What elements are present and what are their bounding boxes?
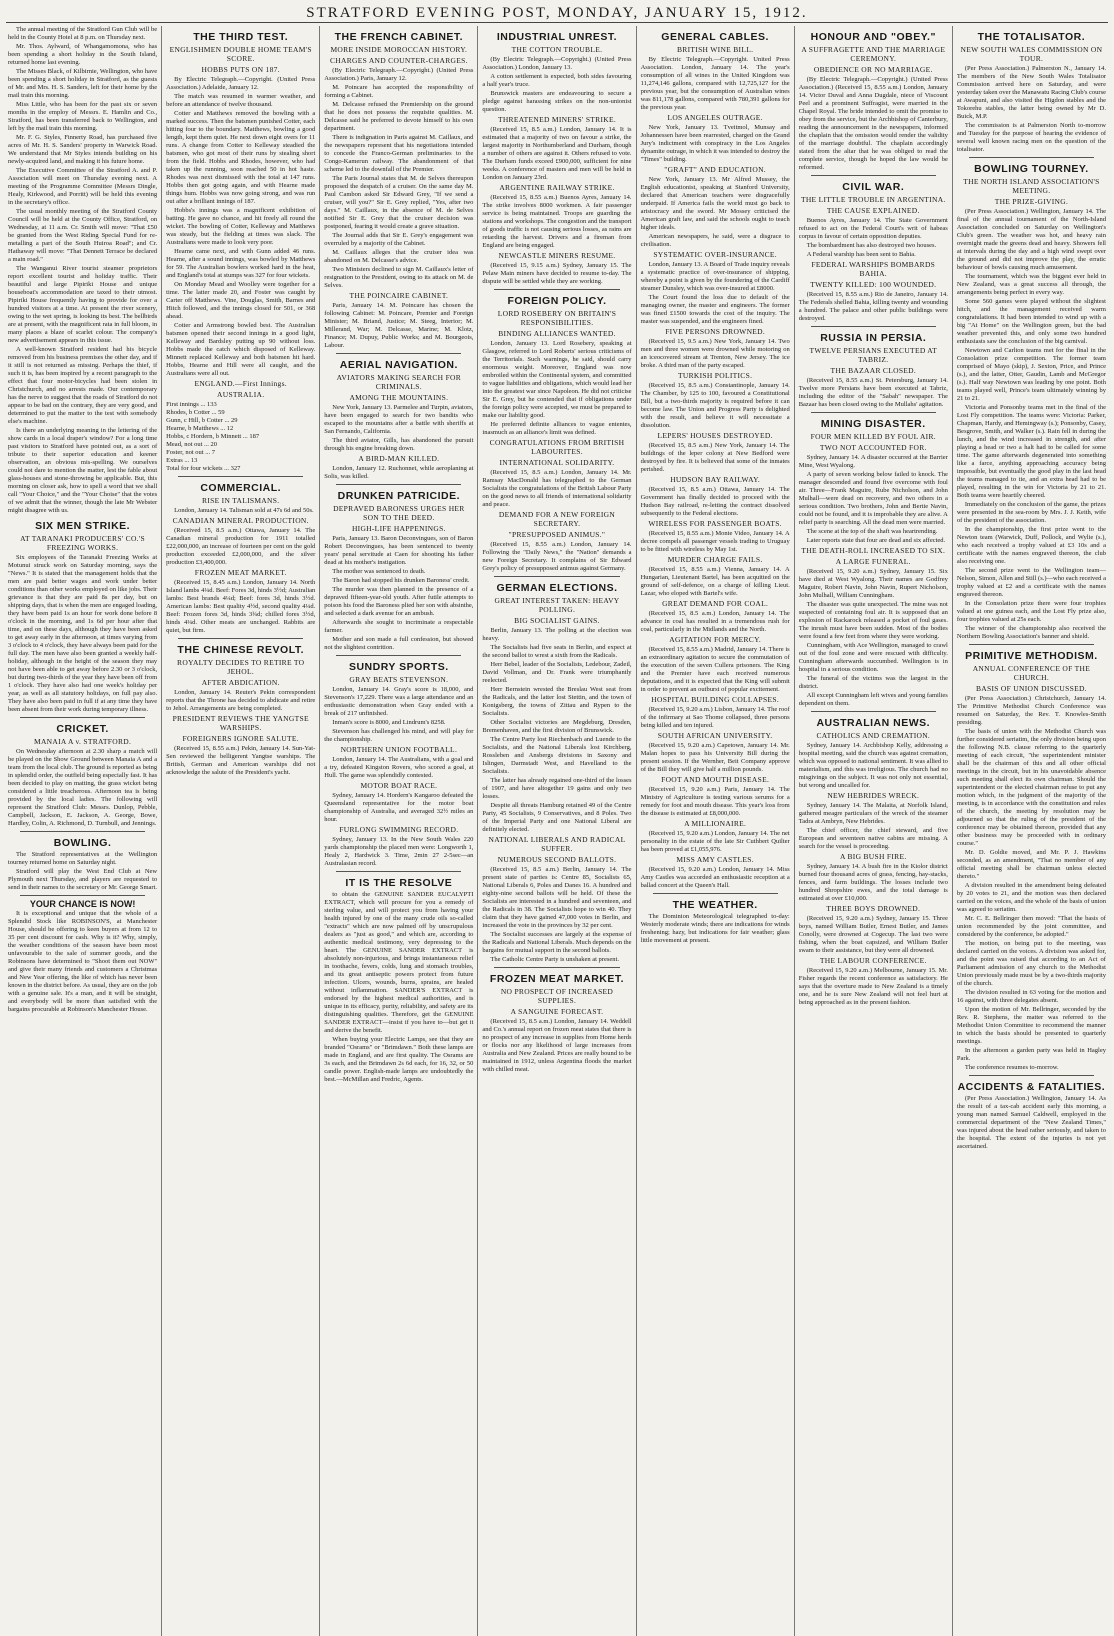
article-subheading: FOOT AND MOUTH DISEASE. [661,775,770,784]
score-line: First innings ... 133 [166,401,217,408]
article-paragraph: He preferred definite alliances to vague ententes, inasmuch as an alliance's limit was defined. [482,421,632,436]
column-6 [795,26,953,1636]
article-headline: FOREIGN POLICY. [507,295,607,307]
article-paragraph: A Federal warship has been sent to Bahia. [806,251,916,258]
article-subheading: SOUTH AFRICAN UNIVERSITY. [657,731,773,740]
article-paragraph: The tournament, which was the biggest ever held in New Zealand, was a great success all through, the arrangements being perfect in every way. [956,273,1106,296]
article-paragraph: The Executive Committee of the Stratford A. and P. Association will meet on Thursday evening next. A meeting of the Programme Committee (Messrs Dingle, Healy, Kirkwood, and Porritt) will be held this evening in the secretary's office. [8,167,158,206]
columns [4,26,1110,1636]
article-paragraph: (Per Press Association.) Palmerston N., January 14. The members of the New South Wales Totalisator Commission arrived here on Saturday, and were yesterday taken over the Manawatu Racing Club's course at Awapuni, and also visited the Higdon stables and the Tokorehu stables, the latter being owned by Mr D. Buick, M.P. [956,65,1106,120]
article-divider [20,895,145,896]
article-paragraph: London, January 14. The Australians, with a goal and a try, defeated Kingston Rovers, who scored a goal, at Hull. The game was splendidly contested. [324,756,474,779]
article-subheading: TURKISH POLITICS. [677,371,753,380]
article-subheading: A LARGE FUNERAL. [835,557,911,566]
article-headline: THE FRENCH CABINET. [334,31,464,43]
article-subheading: INTERNATIONAL SOLIDARITY. [499,458,615,467]
article-subheading: CHARGES AND COUNTER-CHARGES. [329,56,468,65]
article-headline: DRUNKEN PATRICIDE. [337,490,461,502]
article-subheading: A SANGUINE FORECAST. [510,1007,604,1016]
article-divider [969,1075,1094,1076]
article-paragraph: London, January 14. Gray's score is 18,000, and Stevenson's 17,229. There was a large attendance and an enthusiastic demonstration when Gray ended with a break of 217 unfinished. [324,686,474,717]
article-divider [178,638,303,639]
article-paragraph: (Received 15, 8.5 a.m.) Berlin, January 14. The present state of parties is: Centre 85, Socialists 65, National Liberals 6, Poles and Danes 16. A hundred and eighty-nine second ballots will be held. Of these the Socialists are interested in a hundred and seventeen, and the Radicals in 38. The Socialists hope to win 40. They claim that they have gained 47,000 votes in Berlin, and increased the vote in the provinces by 32 per cent. [482,866,632,929]
score-line: Rhodes, b Cotter ... 59 [166,409,225,416]
article-paragraph: Mr. Thos. Aylward, of Whangamomona, who has been spending a short holiday in the South Island, returned home last evening. [8,43,158,66]
article-paragraph: Mr. C. E. Bellringer then moved: "That the basis of union recommended by the joint committee, and considered by the conference, be adopted." [956,915,1106,938]
article-divider [494,967,619,968]
article-paragraph: Inman's score is 8000, and Lindrum's 8258. [332,719,446,726]
article-paragraph: The division resulted in 63 voting for the motion and 16 against, with three delegates absent. [956,989,1106,1004]
article-paragraph: (Received 15, 8.5 a.m.) Ottawa, January 14. The Canadian mineral production for 1911 totalled £22,000,000, an increase of fourteen per cent on the gold production exceeded £2,000,000, and the silver production £3,400,000. [166,527,316,566]
article-paragraph: (Received 15, 8.55 a.m.) Buenos Ayres, January 14. The strike involves 8000 workmen. A fair passenger service is being maintained. Troops are guarding the stations and workshops. The congestion and the transport of goods traffic is not causing serious losses, as rains are retarding the harvest. Drivers and a fireman from England are being engaged. [482,194,632,249]
column-1 [4,26,162,1636]
article-paragraph: (By Electric Telegraph.—Copyright.) (United Press Association.) (Received 15, 8.55 a.m.) London, January 14. Victor Duval and Anna Dugdale, niece of Viscount Peel and a prominent Suffragist, were married in the Chapel Royal. The bride intended to omit the promise to obey from the service, but the Archbishop of Canterbury, reading the announcement in the newspapers, informed the chaplain that the omission would render the validity of the marriage doubtful. The chaplain accordingly stated from the altar that he was obliged to read the complete service, though he hoped the law would be reformed. [798,76,948,171]
article-paragraph: (Received 15, 8.55 a.m.) Madrid, January 14. There is an extraordinary agitation to secure the commutation of the execution of the seven Cullera prisoners. The King and the Premier have each received numerous deputations, and it is expected that the King will submit in order to prevent an outburst of popular excitement. [640,646,790,693]
article-subheading: PRESIDENT REVIEWS THE YANGTSE WARSHIPS. [172,714,309,732]
article-paragraph: The basis of union with the Methodist Church was further considered seriatim, the only division being upon the following N.B. clause referring to the quarterly meeting of each circuit, "the superintendent minister shall be the chairman of this and all other official meetings in the circuit, but in his unavoidable absence such meeting shall elect its own chairman. Should the superintendent or the elected chairman refuse to put any motion which, in the judgment of the majority of the meeting, is in accordance with the constitution and rules of the church, the meeting by resolution may be adjourned so that the ruling of the president of the conference may be obtained thereon, provided that any other business may be proceeded with in ordinary course." [956,728,1106,847]
article-paragraph: London, January 14. Talisman sold at 47s 6d and 50s. [174,507,314,514]
article-divider [336,871,461,872]
article-paragraph: Herr Bernstein wrested the Breslau West seat from the Radicals, and the latter lost Stettin, and the town of Konigsberg, the towns of Zittau and Rypen to the Socialists. [482,686,632,717]
article-paragraph: The usual monthly meeting of the Stratford County Council will be held at the County Office, Stratford, on Wednesday, at 11 a.m. Cr. Smith will move: "That £50 be granted from the West Riding Special Fund for re-metalling a part of the South Huiroa Road"; and Cr. Hathaway will move: "That Dennett Terrace be declared a main road." [8,208,158,263]
article-subheading: NEW SOUTH WALES COMMISSION ON TOUR. [960,45,1103,63]
score-line: Hobbs, c Hordern, b Minnett ... 187 [166,433,260,440]
column-4 [478,26,636,1636]
article-subheading: THE LABOUR CONFERENCE. [819,956,927,965]
article-divider [811,326,936,327]
article-subheading: GREAT INTEREST TAKEN: HEAVY POLLING. [494,596,620,614]
article-paragraph: Other Socialist victories are Megdeburg, Dresden, Bremenhaven, and the first division of Brunswick. [482,719,632,734]
article-subheading: BINDING ALLIANCES WANTED. [498,329,616,338]
article-headline: COMMERCIAL. [200,482,282,494]
article-paragraph: In the Consolation prize there were four trophies valued at one guinea each, and the Lost Fly prize also, four trophies valued at 25s each. [956,600,1106,623]
article-paragraph: Mr. D. Goldie moved, and Mr. P. J. Hawkins seconded, as an amendment, "That no member of any official meeting shall be chairman unless elected thereto." [956,849,1106,880]
article-subheading: SYSTEMATIC OVER-INSURANCE. [653,250,777,259]
article-paragraph: All except Cunningham left wives and young families dependent on them. [798,692,948,707]
article-subheading: NEWCASTLE MINERS RESUME. [498,251,616,260]
article-paragraph: London, January 13. Lord Rosebery, speaking at Glasgow, referred to Lord Roberts' serious criticisms of the Territorials. Such warnings, he said, should carry enormous weight. Moreover, England was now embroiled within the Continental system, and committed to vague liabilities and obligations, which would lead her into the greatest war since Napoleon. He did not criticise Sir E. Grey, but he contended that if obligations under the foreign policy were accepted, we must be prepared to make our liability good. [482,340,632,419]
article-headline: THE THIRD TEST. [193,31,289,43]
article-paragraph: Afterwards she sought to incriminate a respectable farmer. [324,619,474,634]
article-paragraph: (By Electric Telegraph.—Copyright.) (United Press Association.) Paris, January 12. [324,67,474,82]
article-paragraph: Paris, January 13. Baron Deconvingues, son of Baron Robert Deconvingues, has been sentenced to twenty years' penal servitude at Caen for shooting his father dead at his mother's instigation. [324,535,474,566]
article-paragraph: The Dominion Meteorological telegraphed to-day: Westerly moderate winds; there are indications for winds freshening; hazy, but indications for fair weather; glass little movement at present. [640,913,790,944]
article-subheading: THREATENED MINERS' STRIKE. [497,115,617,124]
article-paragraph: Upon the motion of Mr. Bellringer, seconded by the Rev. R. Stephens, the matter was referred to the Methodist Union Committee to recommend the manner in which the basis should be presented to quarterly meetings. [956,1006,1106,1045]
article-paragraph: The Catholic Centre Party is unshaken at present. [490,956,619,963]
article-subheading: THE PRIZE-GIVING. [994,197,1069,206]
article-paragraph: (Received 15, 8.5 a.m.) Constantinople, January 14. The Chamber, by 125 to 100, favoured a Constitutional Bill, but a two-thirds majority is required before it can become law. The Union and Progress Party is delighted with the result, and believe it will necessitate a dissolution. [640,382,790,429]
article-paragraph: New York, January 13. Parmelee and Turpin, aviators, have been engaged to search for two bandits who escaped to the mountains after a battle with sheriffs at San Fernando, California. [324,404,474,435]
article-headline: HONOUR AND "OBEY." [810,31,936,43]
masthead: STRATFORD EVENING POST, MONDAY, JANUARY 15, 1912. [6,4,1108,23]
article-headline: INDUSTRIAL UNREST. [496,31,618,43]
article-paragraph: The Court found the loss due to default of the managing owner, the master and engineers. The former was fined £1500 towards the cost of the inquiry. The master was suspended, and the engineers fined. [640,294,790,325]
column-5 [637,26,795,1636]
article-paragraph: (Received 15, 9.20 a.m.) Sydney, January 15. Six have died at West Wyalong. Their names are Godfrey Maguire, Robert Navin, John Navin, Rupert Nicholson, John Mulhall, William Cunningham. [798,568,948,599]
article-paragraph: The bombardment has also destroyed two houses. [806,242,937,249]
article-headline: BOWLING TOURNEY. [974,163,1089,175]
article-subheading: THE NORTH ISLAND ASSOCIATION'S MEETING. [963,177,1100,195]
article-paragraph: London, January 14. Reuter's Pekin correspondent reports that the Throne has decided to abdicate and retire to Jehol. Arrangements are being completed. [166,689,316,712]
score-line: Hearne, b Matthews ... 12 [166,425,234,432]
article-divider [336,353,461,354]
article-paragraph: The Stratford representatives at the Wellington tourney returned home on Saturday night. [8,851,158,866]
article-divider [178,476,303,477]
article-subheading: ENGLISHMEN DOUBLE HOME TEAM'S SCORE. [169,45,312,63]
article-headline: THE TOTALISATOR. [977,31,1086,43]
article-paragraph: On Monday Mead and Woolley were together for a time. The latter made 20, and Foster was caught by Carter off Matthews. Vine, Douglas, Smith, Barnes and Hitch followed, and the innings closed for 501, or 368 ahead. [166,281,316,320]
article-paragraph: (Received 15, 9.20 a.m.) Melbourne, January 15. Mr. Fisher regards the recent conference as satisfactory. He says that the overture made to New Zealand is a timely one, and he is sure New Zealand will not feel hurt at being approached as in the present fashion. [798,967,948,1006]
article-paragraph: The funeral of the victims was the largest in the district. [798,675,948,690]
article-paragraph: (Received 15, 8.5 a.m.) London, January 14. The advance in coal has resulted in a tremendous rush for coal, particularly in the Midlands and the North. [640,610,790,633]
article-paragraph: (Received 15, 9.20 a.m.) London, January 14. Miss Amy Castles was accorded an enthusiastic reception at a ballad concert at the Queen's Hall. [640,866,790,889]
article-subheading: NUMEROUS SECOND BALLOTS. [497,855,617,864]
article-subheading: GRAY BEATS STEVENSON. [349,675,449,684]
article-headline: IT IS THE RESOLVE [345,877,453,889]
article-subheading: BASIS OF UNION DISCUSSED. [975,684,1087,693]
article-paragraph: It is exceptional and unique that the whole of a Splendid Stock like ROBINSON'S, at Manchester House, should be offering to keen buyers at from 12 to 35 per cent discount for cash. Why is it? Why, simply, the weather conditions of the season have been most unfavourable to the sale of summer goods, and the Robinsons have determined to "Shoot them out NOW" and give their many friends and customers a Christmas and New Year offering, the like of which has never been known in the district before. As usual, they are on the job with a genuine sale. It's a man, and it will be straight, and everybody will be more than satisfied with the bargains procurable at Robinson's Manchester House. [8,910,158,1013]
article-subheading: NEW HEBRIDES WRECK. [827,791,920,800]
article-headline: GERMAN ELECTIONS. [496,582,618,594]
article-paragraph: (Received 15, 8.5 a.m.) Ottawa, January 14. The Government has finally decided to proceed with the Hudson Bay railroad, re-letting the contract dissolved subsequently to the Federal elections. [640,486,790,517]
article-paragraph: The disaster was quite unexpected. The mine was not suspected of containing foul air. It is supposed that an explosion of Rackarock released a pocket of foul gases. The inrush must have been sudden. Most of the bodies were found a few feet from where they were working. [798,601,948,640]
article-subheading: CONGRATULATIONS FROM BRITISH LABOURITES. [489,438,625,456]
article-subheading: WIRELESS FOR PASSENGER BOATS. [648,519,782,528]
article-subheading: A MILLIONAIRE. [684,819,747,828]
article-paragraph: Cotter and Matthews removed the bowling with a marked success. Then the batsmen punished Cotter, each hitting four to the boundary. Matthews, bowling a good length, kept them quiet. He next down eight overs for 11 runs. A change from Cotter to Kelleway steadied the batsmen, who got most of their runs by stealing short from the field. Hobbs and Rhodes, however, who had taken up the running, soon reached 50 in hot haste. Rhodes was next dismissed with the total at 147 runs. Hobbs then got going again, and with Hearne made things hum. Hobbs was now going strong, and was run out after a brilliant innings of 187. [166,110,316,205]
article-headline: PRIMITIVE METHODISM. [965,650,1098,662]
article-paragraph: There is indignation in Paris against M. Caillaux, and the newspapers represent that his negotiations intended to concede the Franco-German preliminaries to the Congo-Kamerun railway. The abandonment of that scheme led to the downfall of the Premier. [324,134,474,173]
article-paragraph: Despite all threats Hamburg retained 49 of the Centre Party, 45 Socialists, 9 Conservatives, and 8 Poles. Two of the Imperial Party and one National Liberal are definitely elected. [482,802,632,833]
article-paragraph: M. Caillaux alleges that the cruiser idea was abandoned on M. Delcasse's advice. [324,249,474,264]
article-paragraph: (Received 15, 8.5 a.m.) London, January 14. It is estimated that a majority of two on favour a strike, the largest majority in Northumberland and Durham, though a number of others are against it. Others refused to vote. The Durham funds exceed £900,000, sufficient for nine weeks. A conference of masters and men will be held in London on January 23rd. [482,126,632,181]
article-paragraph: The Paris Journal states that M. de Selves thereupon proposed the despatch of a cruiser. On the same day M. Paul Cambon asked Sir Edward Grey, "If we send a cruiser, will you?" Sir E. Grey replied, "Yes, after two days." M. Caillaux, in the absence of M. de Selves notified Sir E. Grey that the cruiser decision was postponed, fearing it would create a grave situation. [324,175,474,230]
article-paragraph: (Received 15, 8.55 a.m.) Pekin, January 14. Sun-Yat-Sen reviewed the belligerent Yangtse warships. The British, German and American warships did not acknowledge the salute of the President's yacht. [166,745,316,776]
article-paragraph: (Received 15, 8.55 a.m.) London, January 14. Following the "Daily News," the "Nation" demands a new Foreign Secretary. It complains of Sir Edward Grey's policy of presupposed animus against Germany. [482,541,632,572]
column-2 [162,26,320,1636]
article-headline: CRICKET. [56,723,109,735]
article-paragraph: A party of seven working below failed to knock. The manager descended and found five overcome with foul air. Three—Frank Maguire, Rube Nicholson, and John Mulhall—were dead on recovery, and two others in a serious condition. Two brothers, John and Bertie Navin, could not be found, and it is improbable they are alive. A relief party is searching. All the dead men were married. [798,471,948,526]
score-line: Total for four wickets ... 327 [166,465,241,472]
article-headline: FROZEN MEAT MARKET. [489,973,625,985]
article-headline: THE CHINESE REVOLT. [177,644,304,656]
article-divider [969,644,1094,645]
article-subheading: LEPERS' HOUSES DESTROYED. [657,431,773,440]
article-subheading: TWO NOT ACCOUNTED FOR. [819,443,927,452]
article-subheading: FOREIGNERS IGNORE SALUTE. [182,734,299,743]
article-headline: AUSTRALIAN NEWS. [816,717,931,729]
article-divider [336,655,461,656]
article-paragraph: Sydney, January 14. A disaster occurred at the Barrier Mine, West Wyalong. [798,454,948,469]
article-subheading: ARGENTINE RAILWAY STRIKE. [499,183,615,192]
article-subheading: HOBBS PUTS ON 187. [201,65,280,74]
article-subheading: RISE IN TALISMANS. [202,496,280,505]
article-paragraph: By Electric Telegraph.—Copyright. United Press Association. London, January 14. The year's consumption of all wines in the United Kingdom was 11,274,146 gallons, compared with 12,725,127 for the previous year, but the consumption of Australian wines was 811,178 gallons, compared with 780,391 gallons for the previous year. [640,56,790,111]
article-headline: SUNDRY SPORTS. [348,661,449,673]
article-paragraph: (Received 15, 8.55 a.m.) Vienna, January 14. A Hungarian, Lieutenant Bartel, has been acquitted on the ground of self-defence, on a charge of killing Lieut. Lazar, who eloped with Bartel's wife. [640,566,790,597]
article-subheading: A BIRD-MAN KILLED. [358,454,440,463]
article-paragraph: Buenos Ayres, January 14. The State Government refused to act on the Federal Court's writ of habeas corpus in favour of certain opposition deputies. [798,217,948,240]
article-paragraph: M. Delcasse refused the Premiership on the ground that he does not possess the requisite qualities. M. Delcasse said he preferred to devote himself to his own department. [324,101,474,132]
article-paragraph: (Per Press Association.) Christchurch, January 14. The Primitive Methodist Church Conference was resumed on Saturday, the Rev. T. Knowles-Smith presiding. [956,695,1106,726]
article-subheading: NORTHERN UNION FOOTBALL. [340,745,458,754]
article-subheading: AUSTRALIA. [217,390,265,399]
article-subheading: ROYALTY DECIDES TO RETIRE TO JEHOL. [177,658,305,676]
article-paragraph: Later reports state that four are dead and six affected. [806,537,946,544]
article-paragraph: Brunswick masters are endeavouring to secure a pledge against harassing strikes on the non-unionist question. [482,90,632,113]
article-headline: AERIAL NAVIGATION. [339,359,458,371]
article-headline: RUSSIA IN PERSIA. [820,332,927,344]
article-headline: THE WEATHER. [672,899,758,911]
article-subheading: FURLONG SWIMMING RECORD. [339,825,459,834]
article-paragraph: A well-known Stratford resident had his bicycle removed from his business premises the other day, and if it still is not returned as missing. Perhaps the thief, if such it is, has been inspired by a recent paragraph to the effect that four motor-bicycles had been stolen in Christchurch, and no arrests made. Our contemporary has the nerve to suggest that the roads of Stratford do not appear to be bad on the contrary, they are very good, and determined to put the matter to the test with somebody else's machine. [8,346,158,425]
article-headline: ACCIDENTS & FATALITIES. [957,1081,1106,1093]
article-subheading: AVIATORS MAKING SEARCH FOR CRIMINALS. [336,373,462,391]
article-subheading: OBEDIENCE OR NO MARRIAGE. [813,65,933,74]
article-subheading: DEMAND FOR A NEW FOREIGN SECRETARY. [498,510,616,528]
article-paragraph: Sydney, January 13. In the New South Wales 220 yards championship the placed men were: Longworth 1, Healy 2, Hardwick 3. Time, 2min 27 2-5sec—an Australasian record. [324,836,474,867]
article-subheading: THE BAZAAR CLOSED. [830,366,917,375]
article-paragraph: New York, January 13. Tveitmol, Munsay and Johannessen have been rearrested, charged on the Grand Jury's indictment with conspiracy in the Los Angeles dynamite outrage, in which it was intended to destroy the "Times" building. [640,124,790,163]
article-paragraph: Miss Little, who has been for the past six or seven months in the employ of Messrs. E. Hamlin and Co., Stratford, has been transferred back to Wellington, and left by the mail train this morning. [8,101,158,132]
article-subheading: DEPRAVED BARONESS URGES HER SON TO THE DEED. [333,504,465,522]
article-divider [336,484,461,485]
article-paragraph: (Received 15, 9.20 a.m.) Capetown, January 14. Mr. Malan hopes to pass his University Bill during the present session. If the Wernher, Beit Company approve of the Bill they will give half a million pounds. [640,742,790,773]
article-paragraph: The Centre Party lost Riechenbach and Luende to the Socialists, and the National Liberals lost Kirchberg, Rossleben and Ansbergs divisions in Saxony and Islingen, Darmstadt West, and Havelland to the Socialists. [482,736,632,775]
article-subheading: ENGLAND.—First Innings. [194,379,287,388]
article-paragraph: A cotton settlement is expected, both sides favouring a half year's truce. [482,73,632,88]
article-subheading: MISS AMY CASTLES. [676,855,754,864]
article-paragraph: On Wednesday afternoon at 2.30 sharp a match will be played on the Show Ground between Manaia A and a team from the local club. The ground is reported as being in splendid order, the outfield being especially fast. It has been decided to play on matting, the grass wicket being considered a little treacherous. Afternoon tea is being provided by the local ladies. The following will represent the Stratford Club: Messrs. Dunlop, Pebble, Campbell, Jackson, E. Jackson, A. George, Bowe, Hardley, Colin, A. Richmond, D. Turnbull, and Jennings. [8,748,158,827]
article-paragraph: Victoria and Ponsonby teams met in the final of the Lost Fly competition. The teams were: Victoria: Parker, Chapman, Hardy, and Hemingway (s.); Ponsonby, Casey, Besgrove, Smith, and Walker (s.). Rain fell in during the lunch, and the wind increased in strength, and after playing a head or two a halt had to be called for some time. The game afterwards degenerated into something like a farce, anything approaching accuracy being impossible, but eventually the good play in the last head the teams managed to tie, and an extra head had to be played, resulting in the win for Victoria by 21 to 21. Both teams were heartily cheered. [956,404,1106,499]
article-subheading: AMONG THE MOUNTAINS. [349,393,449,402]
article-subheading: THE CAUSE EXPLAINED. [826,206,920,215]
article-paragraph: A division resulted in the amendment being defeated by 20 votes to 21, and the motion was then declared carried on the voices, and the whole of the basis of union was agreed to seriatim. [956,882,1106,913]
article-paragraph: (Received 15, 8.5 a.m.) London, January 14. Weddell and Co.'s annual report on frozen meat states that there is no prospect of any increase in supplies from Home herds or flocks nor any likelihood of large increases from Australia and New Zealand. Prices are really bound to be maintained in 1912, unless Argentina floods the market with chilled meat. [482,1018,632,1073]
article-subheading: HIGH-LIFE HAPPENINGS. [351,524,446,533]
article-subheading: THE DEATH-ROLL INCREASED TO SIX. [801,546,946,555]
article-paragraph: Cunningham, with Ace Wellington, managed to crawl out of the foul zone and were rescued with difficulty. Cunningham afterwards succumbed. Wellington is in hospital in a serious condition. [798,642,948,673]
article-paragraph: (Received 15, 8.55 a.m.) Rio de Janeiro, January 14. The Federals shelled Bahia, killing twenty and wounding a hundred. The palace and other public buildings were destroyed. [798,291,948,322]
article-divider [969,157,1094,158]
column-7 [953,26,1110,1636]
article-paragraph: Mother and son made a full confession, but showed not the slightest contrition. [324,636,474,651]
article-paragraph: The mother was sentenced to death. [332,568,426,575]
article-paragraph: Herr Bebel, leader of the Socialists, Ledebour, Zadeil, David Vollman, and Dr. Frank were triumphantly reelected. [482,661,632,684]
article-paragraph: Sydney, January 14. The Malaita, at Norfolk Island, gathered meagre particulars of the wreck of the steamer Tadra at Ambryn, New Hebrides. [798,802,948,825]
article-paragraph: Stratford will play the West End Club at New Plymouth next Thursday, and players are requested to send in their names to the secretary or Mr. George Smart. [8,868,158,891]
article-paragraph: The motion, on being put to the meeting, was declared carried on the voices. A division was asked for, and the point was raised that according to an Act of Parliament admission of any church to the Methodist Union previously made must be by a two-thirds majority of the church. [956,940,1106,987]
column-3 [320,26,478,1636]
article-paragraph: Sydney, January 14. Hordern's Kangaroo defeated the Queensland representative for the motor boat championship of Australia, and averaged 32½ miles an hour. [324,792,474,823]
article-paragraph: When buying your Electric Lamps, see that they are branded "Osrams" or "Brimdawn." Both these lamps are made in England, and are first quality. The Osrams are 3s each, and the Brimdawn 2s 6d each, for 16, 32, or 50 candle power. English-made lamps are undoubtedly the best.—McMillan and Fredric, Agents. [324,1036,474,1083]
article-paragraph: Berlin, January 13. The polling at the election was heavy. [482,627,632,642]
article-paragraph: The chief officer, the chief steward, and five European and seventeen native cabins are missing. A search for the vessel is proceeding. [798,827,948,850]
article-paragraph: London, January 12. Ruchonnet, while aeroplaning at Solis, was killed. [324,465,474,480]
article-paragraph: The Socialists had five seats in Berlin, and expect at the second ballot to wrest a sixth from the Radicals. [482,644,632,659]
article-paragraph: In the championship, the first prize went to the Newton team (Warwick, Duff, Pollock, and Wylie (s.), who each received a trophy valued at £3 10s and a certificate with the names engraved thereon, the club also receiving one. [956,526,1106,565]
article-subheading: MURDER CHARGE FAILS. [667,555,763,564]
article-paragraph: Two Ministers declined to sign M. Caillaux's letter of resignation to the President, owing to its attack on M. de Selves. [324,266,474,289]
article-subheading: THE LITTLE TROUBLE IN ARGENTINA. [800,195,946,204]
article-subheading: HUDSON BAY RAILWAY. [670,475,761,484]
article-paragraph: Paris, January 14. M. Poincare has chosen the following Cabinet: M. Poincare, Premier and Foreign Minister; M. Briand, Justice; M. Steeg, Interior; M. Millerand, War; M. Delcasse, Marine; M. Klotz, Finance; M. Dupuy, Public Works; and M. Bourgeois, Labour. [324,302,474,349]
article-subheading: THREE BOYS DROWNED. [826,904,921,913]
article-paragraph: M. Poincare has accepted the responsibility of forming a Cabinet. [324,84,474,99]
article-divider [811,412,936,413]
article-paragraph: The winner of the championship also received the Northern Bowling Association's banner and shield. [956,625,1106,640]
article-subheading: LORD ROSEBERY ON BRITAIN'S RESPONSIBILITIES. [497,309,617,327]
article-paragraph: By Electric Telegraph.—Copyright. (United Press Association.) Adelaide, January 12. [166,76,316,91]
article-paragraph: (Received 15, 9.20 a.m.) Paris, January 14. The Ministry of Agriculture is testing various serums for a remedy for foot and mouth disease. This year's loss from the disease is estimated at £8,000,000. [640,786,790,817]
article-subheading: BRITISH WINE BILL. [676,45,754,54]
article-divider [811,711,936,712]
article-paragraph: Stevenson has challenged his mind, and will play for the championship. [324,728,474,743]
article-divider [653,893,778,894]
article-headline: SIX MEN STRIKE. [35,520,131,532]
article-paragraph: Immediately on the conclusion of the game, the prizes were presented in the sea-room by Mrs. J. J. Keith, wife of the president of the association. [956,501,1106,524]
score-line: Gunn, c Hill, b Cotter ... 29 [166,417,238,424]
article-paragraph: (Received 15, 8.45 a.m.) London, January 14. North Island lambs 4¼d. Beef: Fores 3d, hinds 3½d; Australian lambs: Best brands 4¼d; Beef: fores 3d, hinds 3½d. American lambs: Best quality 4½d, second quality 4¼d. Beef: Frozen fores 3d, hinds 3¾d; chilled fores 3½d, hinds 4¼d. Other meats are unchanged. Rabbits are quiet, but firm. [166,579,316,634]
article-paragraph: (Received 15, 9.20 a.m.) Lisbon, January 14. The roof of the infirmary at Sao Thome collapsed, three persons being killed and ten injured. [640,706,790,729]
article-subheading: MORE INSIDE MOROCCAN HISTORY. [330,45,468,54]
article-paragraph: The commission is at Palmerston North to-morrow and Tuesday for the purpose of hearing the evidence of several well known racing men on the question of the totalisator. [956,122,1106,153]
article-paragraph: The murder was then planned in the presence of a depraved fifteen-year-old youth. After futile attempts to poison his food the Baroness plied her son with absinthe, and selected a dark avenue for an ambush. [324,586,474,617]
article-subheading: AGITATION FOR MERCY. [669,635,761,644]
article-headline: CIVIL WAR. [842,181,905,193]
article-subheading: GREAT DEMAND FOR COAL. [662,599,769,608]
article-subheading: "PRESUPPOSED ANIMUS." [508,530,606,539]
article-paragraph: The scene at the top of the shaft was heartrending. [806,528,938,535]
article-subheading: LOS ANGELES OUTRAGE. [667,113,763,122]
article-subheading: FOUR MEN KILLED BY FOUL AIR. [810,432,936,441]
article-subheading: FIVE PERSONS DROWNED. [665,327,766,336]
article-subheading: THE POINCAIRE CABINET. [349,291,449,300]
article-paragraph: The Baron had stopped his drunken Baroness' credit. [332,577,470,584]
article-subheading: THE COTTON TROUBLE. [511,45,603,54]
article-paragraph: (Received 15, 9.15 a.m.) Sydney, January 15. The Pelaw Main miners have decided to resume to-day. The dispute will be settled while they are working. [482,262,632,285]
score-line: Foster, not out ... 7 [166,449,215,456]
article-divider [494,576,619,577]
article-paragraph: The latter has already regained one-third of the losses of 1907, and have altogether 19 gains and only two losses. [482,777,632,800]
article-subheading: FROZEN MEAT MARKET. [194,568,287,577]
article-subheading: A BIG BUSH FIRE. [840,852,907,861]
article-subheading: MOTOR BOAT RACE. [360,781,438,790]
article-paragraph: Cotter and Armstrong bowled best. The Australian batsmen opened their second innings in a good light, Kelleway and Bardsley putting up 90 without loss. Hobbs made the catch which disposed of Kelleway. Minnett replaced Kelleway and both batsmen hit hard. Hobbs, Hearne and Hill were all caught, and the Australians were all out. [166,322,316,377]
article-subheading: FEDERAL WARSHIPS BOMBARDS BAHIA. [811,260,936,278]
article-subheading: A SUFFRAGETTE AND THE MARRIAGE CEREMONY. [801,45,946,63]
article-paragraph: (Received 15, 9.20 a.m.) Sydney, January 15. Three boys, named William Butler, Ernest Butler, and James Conolly, were drowned at Cogecup. The last two were fishing, when the boat capsized, and William Butler swam to their assistance, but they were all drowned. [798,915,948,954]
score-line: Extras ... 13 [166,457,198,464]
article-subheading: TWENTY KILLED: 100 WOUNDED. [810,280,937,289]
article-paragraph: The Socialist successes are largely at the expense of the Radicals and National Liberals. Much depends on the bargains for mutual support in the second ballots. [482,931,632,954]
article-paragraph: Mr. F. G. Styles, Finnerty Road, has purchased five acres of Mr. H. S. Sanders' property in Warwick Road. We understand that Mr Styles intends building on his newly-acquired land, and making it his future home. [8,134,158,165]
article-divider [494,289,619,290]
article-paragraph: (Received 15, 8.55 a.m.) St. Petersburg, January 14. Twelve more Persians have been executed at Tabriz, including the editor of the "Sabah" newspaper. The Bazaar has been closed owing to the Mullahs' agitation. [798,377,948,408]
article-paragraph: The Wanganui River tourist steamer proprietors report excellent tourist and holiday traffic. Their beautiful and large Pipiriki House and unique houseboat's accommodation are taxed to their utmost. Pipiriki House frequently having to provide for over a hundred visitors at a time. At present the river scenery, owing to the wet spring, is looking its best. The bellbirds are at present, with the magnificent rata in full bloom, in many places a blaze of scarlet colour. The company's new advertisement appears in this issue. [8,265,158,344]
article-subheading: HOSPITAL BUILDING COLLAPSES. [651,695,779,704]
article-subheading: AT TARANAKI PRODUCERS' CO.'S FREEZING WORKS. [20,534,145,552]
article-paragraph: Hearne came next, and with Gunn added 46 runs. Hearne, after a sound innings, was bowled by Matthews for 59. The Australian bowlers worked hard in the heat, and England's total at stumps was 327 for four wickets. [166,248,316,279]
article-subheading: CATHOLICS AND CREMATION. [816,731,931,740]
article-paragraph: The conference resumes to-morrow. [964,1064,1059,1071]
article-divider [20,717,145,718]
article-subheading: ANNUAL CONFERENCE OF THE CHURCH. [972,664,1091,682]
score-line: Mead, not out ... 20 [166,441,218,448]
article-headline: GENERAL CABLES. [661,31,769,43]
article-subheading: NATIONAL LIBERALS AND RADICAL SUFFER. [488,835,626,853]
article-paragraph: (Per Press Association.) Wellington, January 14. As the result of a tax-cab accident early this morning, a young man named Samuel Caldwell, employed in the commercial department of the "New Zealand Times," was injured about the head rather seriously, and taken to the hospital. The extent of the injuries is not yet ascertained. [956,1095,1106,1150]
article-paragraph: Some 560 games were played without the slightest hitch, and the management received warm congratulations. It had been intended to wind up with a big "At Home" on the Wellington green, but the bad weather prevented this, and only some two hundred enthusiasts saw the conclusion of the big carnival. [956,298,1106,345]
article-paragraph: Six employees of the Taranaki Freezing Works at Motunui struck work on Saturday morning, says the "News." It is stated that the management holds that the men are paid better wages and work under better conditions than other works employed on like jobs. Their grievance is that they are paid 8s per day, but on shipping days, that is when the men are engaged loading, they have been paid 1s an hour for work done before 8 o'clock in the morning, and 1s 6d per hour after that time, and on these days, although they have been asked to get away early in the afternoon, at times varying from 3 o'clock to 4 o'clock, they have always been paid for the full day. The men have also been granted a weekly half-holiday, although in the height of the season they may not have been able to get away before 2.30 or 3 o'clock, but during two-thirds of the year they have been off from 1 o'clock. They have also had one week's holiday per year, as well as all statutory holidays, on full pay also. They have also been paid in full if at any time they have been absent from their work during temporary illness. [8,554,158,713]
article-headline: MINING DISASTER. [820,418,926,430]
article-paragraph: (Per Press Association.) Wellington, January 14. The final of the annual tournament of the North-Island Association concluded on Saturday on Wellington's Club's green. The weather was hot, and heavy rain overnight made the greens dead and heavy. Showers fell at intervals during the day and a high wind swept over the ground and did not improve the play, the erratic behaviour of bowls causing much amusement. [956,208,1106,271]
article-paragraph: Is there an underlying meaning in the lettering of the show cards in a local draper's window? For a long time past visitors to Stratford have pointed out, as a sort of tribute to their superior education and keener observation, an obvious mis-spelling. We ourselves could not dare to mention the matter, lest the fable about glass-houses and stone-throwing be applicable. But, this morning on closer ask, how to spell a word that we shall call "Your Choice," and the "Your Choise" that the votes of we admit that the winner, though the late Mr Webster might disagree with us. [8,427,158,514]
article-paragraph: London, January 13. A Board of Trade inquiry reveals a systematic practice of over-insurance of shipping, whereby a point is given by the foundering of the Cardiff steamer Dunsley, which was over-insured at £8000. [640,261,790,292]
article-paragraph: (Received 15, 8.55 a.m.) Monte Video, January 14. A decree compels all passenger vessels trading to Uruguay to be fitted with wireless by May 1st. [640,530,790,553]
article-subheading: NO PROSPECT OF INCREASED SUPPLIES. [500,987,614,1005]
article-paragraph: The third aviator, Gills, has abandoned the pursuit through his engine breaking down. [324,437,474,452]
article-paragraph: Hobbs's innings was a magnificent exhibition of batting. He gave no chance, and hit freely all round the wicket. The bowling of Cotter, Kelleway and Matthews was steady, but the fielding at times was slack. The Australians were made to look very poor. [166,207,316,246]
article-paragraph: Sydney, January 14. Archbishop Kelly, addressing a hospital meeting, said the church was against cremation, which was opposed to national sentiment. It was allied to materialism, and this was irreligious. The church had no misgivings on the subject. It was not only not essential, but wrong and uncalled for. [798,742,948,789]
article-subheading: "GRAFT" AND EDUCATION. [664,165,766,174]
article-subheading: BIG SOCIALIST GAINS. [514,616,600,625]
article-divider [20,831,145,832]
article-paragraph: In the afternoon a garden party was held in Hagley Park. [956,1047,1106,1062]
article-subheading: TWELVE PERSIANS EXECUTED AT TABRIZ. [809,346,938,364]
article-paragraph: Sydney, January 14. A bush fire in the Kiolor district burned four thousand acres of grass, fencing, hay-stacks, fences, and farm buildings. The losses include two hundred Shropshire ewes, and the total damage is estimated at over £10,000. [798,863,948,902]
article-paragraph: The match was resumed in warmer weather, and before an attendance of twelve thousand. [166,93,316,108]
article-paragraph: The annual meeting of the Stratford Gun Club will be held in the County Hotel at 8 p.m. on Thursday next. [8,26,158,41]
article-paragraph: (Received 15, 9.20 a.m.) London, January 14. The net personality in the estate of the late Sir Cuthbert Quilter has been proved at £1,055,976. [640,830,790,853]
article-paragraph: The second prize went to the Wellington team—Nelson, Simon, Allen and Still (s.)—who each received a trophy valued at £2 and a certificate with the names engraved thereon. [956,567,1106,598]
article-subheading: MANAIA A v. STRATFORD. [33,737,132,746]
article-paragraph: American newspapers, he said, were a disgrace to civilisation. [640,233,790,248]
article-paragraph: (By Electric Telegraph.—Copyright.) (United Press Association.) London, January 13. [482,56,632,71]
article-subheading: AFTER ABDICATION. [201,678,280,687]
article-paragraph: (Received 15, 8.5 a.m.) London, January 14. Mr. Ramsay MacDonald has telegraphed to the German Socialists the congratulations of the British Labour Party on the good news to all friends of international solidarity and peace. [482,469,632,508]
article-paragraph: to obtain the GENUINE SANDER EUCALYPTI EXTRACT, which will procure for you a remedy of sterling value, and will protect you from having your health injured by one of the many crude oils so-called "extracts" which are now palmed off by unscrupulous dealers as "just as good," and which are, according to authentic medical testimony, very depressing to the heart. The GENUINE SANDER EXTRACT is absolutely non-injurious, and brings instantaneous relief in toothache, fevers, colds, lung and stomach troubles, and its great antiseptic powers protect from future infection. Ulcers, wounds, burns, sprains, are healed without inflammation. SANDER'S EXTRACT is endorsed by the highest medical authorities, and is unique in its efficacy, purity, reliability, and safety are its distinguishing qualities. Therefore, get the GENUINE SANDER EXTRACT—insist if you have to—but get it and derive the benefit. [324,891,474,1034]
article-paragraph: The Journal adds that Sir E. Grey's engagement was overruled by a majority of the Cabinet. [324,232,474,247]
article-paragraph: Newtown and Carlton teams met for the final in the Consolation prize competition. The former team comprised of Mayo (skip), J. Sexton, Price, and Prince (s.), and the latter, Otter, Gaudin, Lamb and McGregor (s.). Half way Newtown was leading by one point. Both teams played well, Prince's team ultimately winning by 21 to 21. [956,347,1106,402]
article-paragraph: The Misses Black, of Kilbirnie, Wellington, who have been spending a short holiday in Stratford, as the guests of Mr. and Mrs. H. S. Sanders, left for their home by the mail train this morning. [8,68,158,99]
article-paragraph: New York, January 13. Mr Alfred Mussey, the English educationist, speaking at Stanford University, declared that American teachers were disgracefully underpaid. If America fails the world must go back to aristocracy and the sword. Mr Mossey criticised the American graft law, and said the schools ought to teach higher ideals. [640,176,790,231]
article-paragraph: (Received 15, 8.5 a.m.) New York, January 14. The buildings of the leper colony at New Bedford were destroyed by fire. It is believed that some of the inmates perished. [640,442,790,473]
article-headline: BOWLING. [53,837,112,849]
article-subheading: CANADIAN MINERAL PRODUCTION. [172,516,309,525]
article-paragraph: (Received 15, 9.5 a.m.) New York, January 14. Two men and three women were drowned while motoring on an iceocovered stream at Trenton, New Jersey. The ice broke. A third man of the party escaped. [640,338,790,369]
advertisement-heading: YOUR CHANCE IS NOW! [29,899,136,909]
article-divider [811,175,936,176]
